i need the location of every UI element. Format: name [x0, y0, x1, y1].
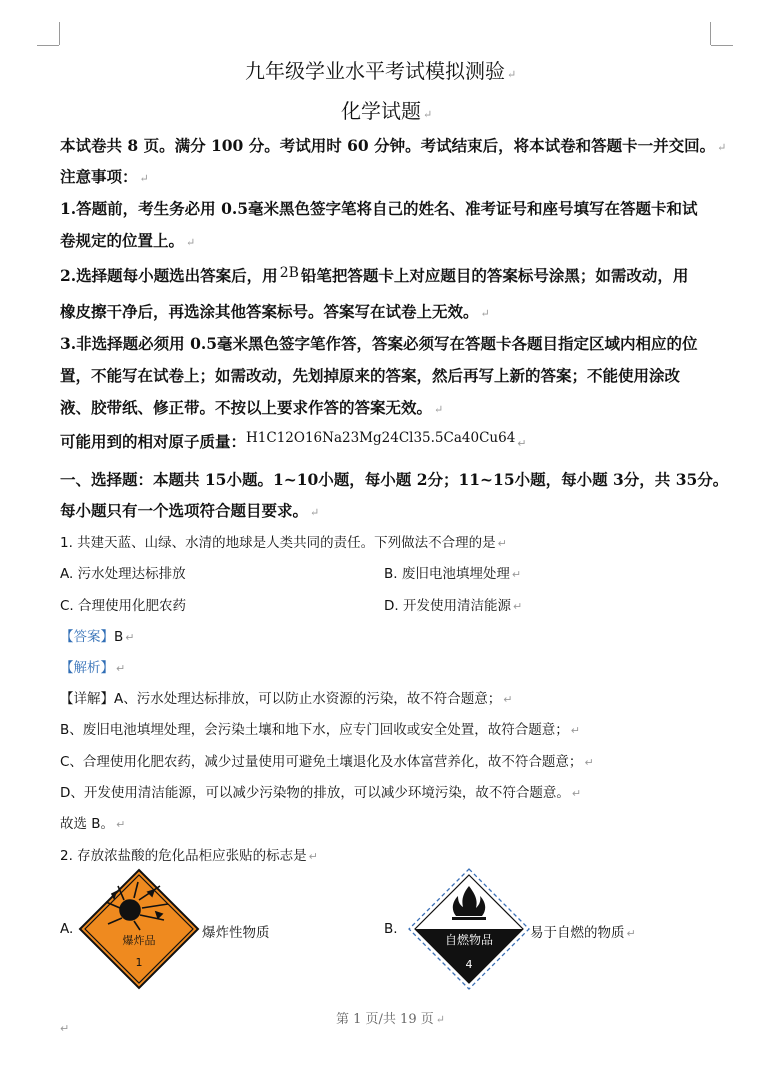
crop-mark-top-right-v: [710, 22, 711, 45]
answer-tag: 【答案】: [60, 629, 114, 645]
detail-line-a: 【详解】A、污水处理达标排放，可以防止水资源的污染，故不符合题意； ↵: [60, 691, 513, 707]
section-1-heading-line-2: 每小题只有一个选项符合题目要求。 ↵: [60, 501, 320, 520]
section-1-heading-line-1: 一、选择题：本题共 15小题。1~10小题，每小题 2分；11~15小题，每小题 3分，共 35分。: [60, 470, 729, 489]
conclusion-line: 故选 B。 ↵: [60, 816, 126, 832]
document-title: [245, 55, 516, 84]
detail-line-b: B、废旧电池填埋处理，会污染土壤和地下水，应专门回收或安全处置，故符合题意； ↵: [60, 722, 580, 738]
explosive-hazard-sign: [78, 868, 200, 990]
notice-3-line-2: 置，不能写在试卷上；如需改动，先划掉原来的答案，然后再写上新的答案；不能使用涂改: [60, 366, 681, 385]
paragraph-mark: ↵: [423, 108, 433, 121]
analysis-tag: 【解析】: [60, 660, 114, 676]
detail-tag: 【详解】: [60, 691, 114, 707]
detail-line-c: C、合理使用化肥农药，减少过量使用可避免土壤退化及水体富营养化，故不符合题意； ↵: [60, 754, 594, 770]
crop-mark-top-right: [711, 45, 733, 46]
notice-2-line-1: 2.选择题每小题选出答案后，用 2B 铅笔把答题卡上对应题目的答案标号涂黑；如需改动，用: [60, 265, 689, 285]
question-1-option-c: C. 合理使用化肥农药: [60, 598, 187, 614]
question-2-stem: 2. 存放浓盐酸的危化品柜应张贴的标志是 ↵: [60, 848, 318, 864]
question-2-option-b-letter: B.: [384, 921, 398, 937]
notice-1-line-1: 1.答题前，考生务必用 0.5毫米黑色签字笔将自己的姓名、准考证号和座号填写在答题卡和试: [60, 199, 698, 218]
title-text: 九年级学业水平考试模拟测验: [245, 59, 505, 83]
sign-a-number: 1: [135, 956, 143, 969]
notice-2-line-2: 橡皮擦干净后，再选涂其他答案标号。答案写在试卷上无效。 ↵: [60, 302, 490, 321]
detail-line-d: D、开发使用清洁能源，可以减少污染物的排放，可以减少环境污染，故不符合题意。 ↵: [60, 785, 582, 801]
sign-b-label: 自燃物品: [444, 933, 494, 947]
question-1-option-b: B. 废旧电池填埋处理 ↵: [384, 566, 522, 582]
notice-heading: 注意事项： ↵: [60, 167, 149, 186]
crop-mark-top-left: [37, 45, 59, 46]
sign-a-label: 爆炸品: [122, 934, 156, 947]
subtitle-text: 化学试题: [341, 99, 421, 123]
page-footer: 第 1 页/共 19 页 ↵: [336, 1012, 445, 1027]
question-1-stem: 1. 共建天蓝、山绿、水清的地球是人类共同的责任。下列做法不合理的是 ↵: [60, 535, 507, 551]
notice-1-line-2: 卷规定的位置上。 ↵: [60, 231, 196, 250]
document-subtitle: [341, 95, 432, 124]
spontaneous-combustion-sign: [408, 868, 530, 990]
question-2-option-a-text: 爆炸性物质: [202, 925, 270, 941]
question-2-option-b-text: 易于自燃的物质 ↵: [530, 925, 636, 941]
answer-line: 【答案】B ↵: [60, 629, 135, 645]
analysis-line: 【解析】 ↵: [60, 660, 126, 676]
crop-mark-top-left-v: [59, 22, 60, 45]
notice-3-line-1: 3.非选择题必须用 0.5毫米黑色签字笔作答，答案必须写在答题卡各题目指定区域内相应的位: [60, 334, 698, 353]
paragraph-mark: ↵: [507, 68, 517, 81]
question-2-option-a-letter: A.: [60, 921, 74, 937]
intro-line: 本试卷共 8 页。满分 100 分。考试用时 60 分钟。考试结束后，将本试卷和答题卡一并交回。 ↵: [60, 136, 727, 155]
sign-b-number: 4: [465, 958, 473, 971]
notice-3-line-3: 液、胶带纸、修正带。不按以上要求作答的答案无效。 ↵: [60, 398, 444, 417]
question-1-option-d: D. 开发使用清洁能源 ↵: [384, 598, 523, 614]
atomic-mass-line: 可能用到的相对原子质量：$^{H1C12O16Na23Mg24Cl35.5Ca40Cu64}$ ↵: [60, 430, 527, 451]
question-1-option-a: A. 污水处理达标排放: [60, 566, 186, 582]
trailing-paragraph-mark: ↵: [60, 1022, 70, 1035]
